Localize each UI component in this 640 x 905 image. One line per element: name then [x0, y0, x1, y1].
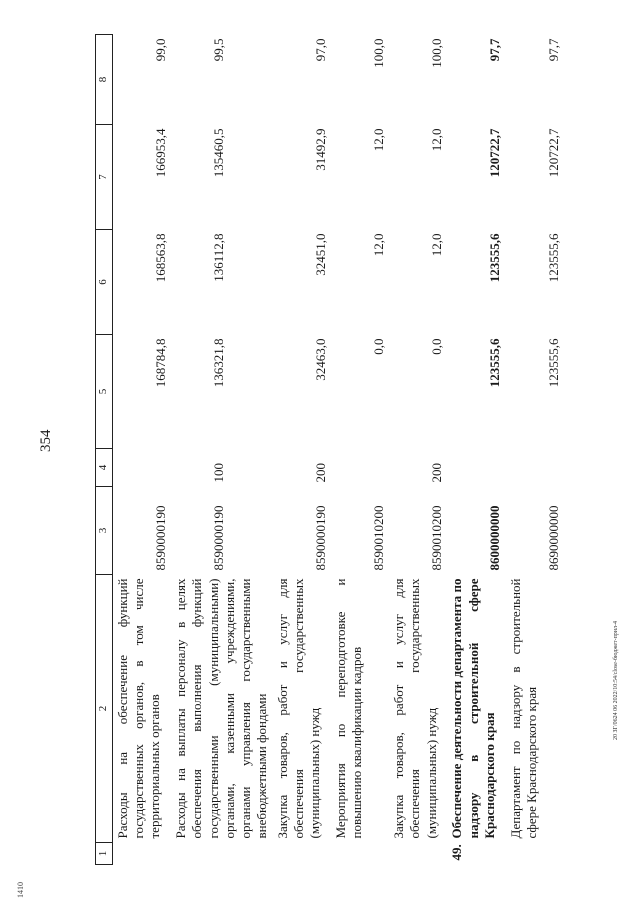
header-cell: 3	[96, 487, 113, 575]
row-value-executed: 120722,7	[545, 128, 561, 178]
row-code: 8590000190	[312, 505, 328, 571]
table-row	[273, 35, 331, 865]
header-cell: 5	[96, 335, 113, 449]
row-name: Департамент по надзору в строительной сфере Краснодарского края	[507, 578, 539, 839]
row-value-percent: 99,5	[211, 38, 226, 62]
row-value-plan: 123555,6	[545, 338, 561, 388]
row-value-refined: 32451,0	[312, 233, 328, 276]
rotated-table-container	[95, 35, 620, 865]
row-value-plan: 123555,6	[487, 338, 503, 388]
table-row	[389, 35, 447, 865]
row-value-plan: 0,0	[429, 338, 444, 355]
row-value-percent: 97,0	[312, 38, 328, 62]
row-value-refined: 123555,6	[545, 233, 561, 283]
header-cell: 6	[96, 230, 113, 335]
row-code: 8590010200	[429, 505, 444, 571]
header-cell: 8	[96, 35, 113, 125]
page-number: 354	[38, 429, 54, 452]
row-value-executed: 12,0	[370, 128, 386, 152]
row-value-percent: 97,7	[487, 38, 503, 62]
row-code: 8590010200	[370, 505, 386, 571]
row-code: 8600000000	[487, 505, 503, 571]
row-number	[331, 843, 389, 865]
row-expense-type	[112, 449, 171, 487]
row-expense-type: 200	[429, 463, 444, 483]
row-value-percent: 100,0	[370, 38, 386, 68]
row-value-refined: 12,0	[429, 233, 444, 257]
header-cell: 7	[96, 125, 113, 230]
row-value-executed: 120722,7	[487, 128, 503, 178]
row-number	[273, 843, 331, 865]
row-expense-type: 200	[312, 463, 328, 483]
table-row	[112, 35, 171, 865]
row-expense-type	[447, 449, 505, 487]
row-name: Закупка товаров, работ и услуг для обеспечения государственных (муниципальных) нужд	[274, 578, 322, 839]
row-expense-type	[331, 449, 389, 487]
row-expense-type: 100	[211, 463, 226, 483]
row-value-executed: 31492,9	[312, 128, 328, 171]
row-value-refined: 168563,8	[152, 233, 168, 283]
row-number: 49.	[449, 844, 465, 861]
row-code: 8590000190	[152, 505, 168, 571]
row-value-refined: 12,0	[370, 233, 386, 257]
header-cell: 1	[96, 843, 113, 865]
row-name: Расходы на выплаты персоналу в целях обеспечения выполнения функций государственными (муниципальными) органами, казенными учреждениями, органами управления государственными внебюджетными фондами	[173, 578, 270, 839]
row-name: Обеспечение деятельности департамента по надзору в строительной сфере Краснодарского края	[449, 578, 497, 839]
table-row	[331, 35, 389, 865]
row-number	[506, 843, 564, 865]
row-value-plan: 168784,8	[152, 338, 168, 388]
row-number	[389, 843, 447, 865]
footer-note: 20 ЗГ/0624 06 2022/10:54/close-бюджет-прил-4	[613, 620, 619, 740]
row-value-executed: 166953,4	[152, 128, 168, 178]
row-name: Закупка товаров, работ и услуг для обеспечения государственных (муниципальных) нужд	[391, 578, 439, 839]
row-value-refined: 136112,8	[211, 233, 226, 282]
row-number	[112, 843, 171, 865]
row-value-plan: 0,0	[370, 338, 386, 355]
row-value-plan: 32463,0	[312, 338, 328, 381]
row-value-percent: 99,0	[152, 38, 168, 62]
row-name: Мероприятия по переподготовке и повышению квалификации кадров	[332, 578, 364, 839]
header-cell: 2	[96, 575, 113, 843]
row-code: 8690000000	[545, 505, 561, 571]
row-value-refined: 123555,6	[487, 233, 503, 283]
row-code: 8590000190	[211, 505, 226, 571]
table-row	[447, 35, 505, 865]
row-expense-type	[506, 449, 564, 487]
table-row	[506, 35, 564, 865]
header-row	[96, 35, 113, 865]
header-cell: 4	[96, 449, 113, 487]
row-value-executed: 12,0	[429, 128, 444, 152]
row-value-plan: 136321,8	[211, 338, 226, 388]
row-name: Расходы на обеспечение функций государственных органов, в том числе территориальных органов	[114, 578, 163, 839]
row-number	[171, 843, 273, 865]
budget-table	[95, 34, 564, 865]
corner-mark: 1410	[16, 882, 25, 898]
row-value-executed: 135460,5	[211, 128, 226, 178]
row-value-percent: 100,0	[429, 38, 444, 68]
table-row	[171, 35, 273, 865]
row-value-percent: 97,7	[545, 38, 561, 62]
